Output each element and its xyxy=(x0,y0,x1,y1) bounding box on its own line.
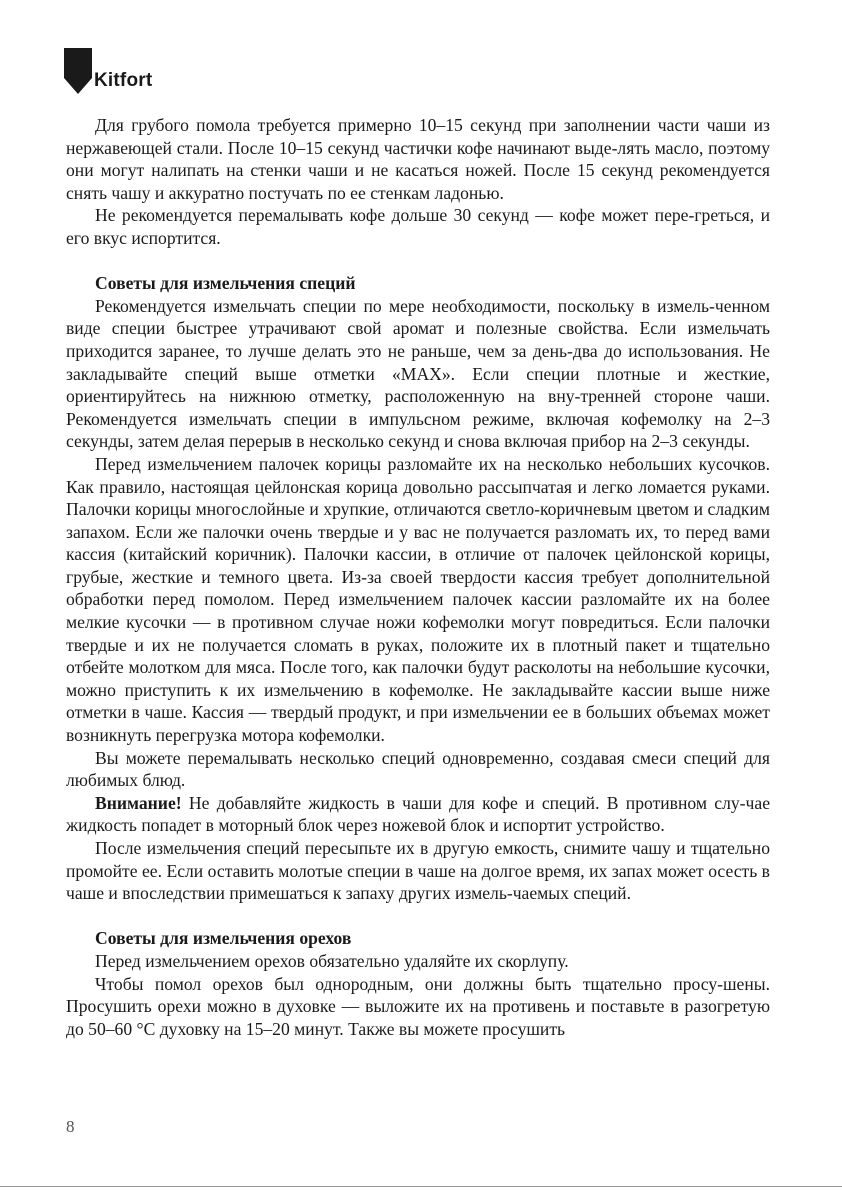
paragraph: Перед измельчением орехов обязательно удаляйте их скорлупу. xyxy=(95,950,569,971)
paragraph: Не рекомендуется перемалывать кофе дольше 30 секунд — кофе может пере-греться, и его вкус испортится. xyxy=(66,205,770,248)
warning-text: Не добавляйте жидкость в чаши для кофе и специй. В противном слу-чае жидкость попадет в моторный блок через ножевой блок и испортит устройство. xyxy=(66,792,770,836)
page-bottom-rule xyxy=(0,1186,842,1187)
brand-logo xyxy=(64,48,152,94)
paragraph: Рекомендуется измельчать специи по мере необходимости, поскольку в измель-ченном виде специи быстрее утрачивают свой аромат и полезные свойства. Если измельчать приходится заранее, то лучше делать это не раньше, чем за день-два до использования. Не закладывайте специй выше отметки «MAX». Если специи плотные и жесткие, ориентируйтесь на нижнюю отметку, расположенную на вну-тренней стороне чаши. Рекомендуется измельчать специи в импульсном режиме, включая кофемолку на 2–3 секунды, затем делая перерыв в несколько секунд и снова включая прибор на 2–3 секунды. xyxy=(66,295,770,452)
paragraph: Перед измельчением палочек корицы разломайте их на несколько небольших кусочков. Как правило, настоящая цейлонская корица довольно рассыпчатая и легко ломается руками. Палочки корицы многослойные и хрупкие, отличаются светло-коричневым цветом и сладким запахом. Если же палочки очень твердые и у вас не получается разломать их, то перед вами кассия (китайский коричник). Палочки кассии, в отличие от палочек цейлонской корицы, грубые, жесткие и темного цвета. Из-за своей твердости кассия требует дополнительной обработки перед помолом. Перед измельчением палочек кассии разломайте их на более мелкие кусочки — в противном случае ножи кофемолки могут повредиться. Если палочки твердые и их не получается сломать в руках, положите их в плотный пакет и тщательно отбейте молотком для мяса. После того, как палочки будут расколоты на небольшие кусочки, можно приступить к их измельчению в кофемолке. Не закладывайте кассии выше ниже отметки в чаше. Кассия — твердый продукт, и при измельчении ее в больших объемах может возникнуть перегрузка мотора кофемолки. xyxy=(66,453,770,746)
section-heading-nuts: Советы для измельчения орехов xyxy=(95,928,352,949)
paragraph: Для грубого помола требуется примерно 10–15 секунд при заполнении части чаши из нержавеющей стали. После 10–15 секунд частички кофе начинают выде-лять масло, поэтому они могут налипать на стенки чаши и не касаться ножей. После 15 секунд рекомендуется снять чашу и аккуратно постучать по ее стенкам ладонью. xyxy=(66,115,770,203)
page-number: 8 xyxy=(66,1117,75,1136)
brand-name: Kitfort xyxy=(94,70,153,91)
paragraph: После измельчения специй пересыпьте их в другую емкость, снимите чашу и тщательно промойте ее. Если оставить молотые специи в чаше на долгое время, их запах может осесть в чаше и впоследствии примешаться к запаху других измель-чаемых специй. xyxy=(66,838,770,904)
section-heading-spices: Советы для измельчения специй xyxy=(95,273,356,294)
paragraph: Вы можете перемалывать несколько специй одновременно, создавая смеси специй для любимых блюд. xyxy=(66,747,770,791)
warning-label: Внимание! xyxy=(95,792,182,813)
kitfort-logo-icon xyxy=(64,48,92,94)
page-content xyxy=(66,114,770,1040)
warning-paragraph xyxy=(66,792,770,837)
paragraph: Чтобы помол орехов был однородным, они должны быть тщательно просу-шены. Просушить орехи можно в духовке — выложите их на противень и поставьте в разогретую до 50–60 °C духовку на 15–20 минут. Также вы можете просушить xyxy=(66,973,770,1039)
